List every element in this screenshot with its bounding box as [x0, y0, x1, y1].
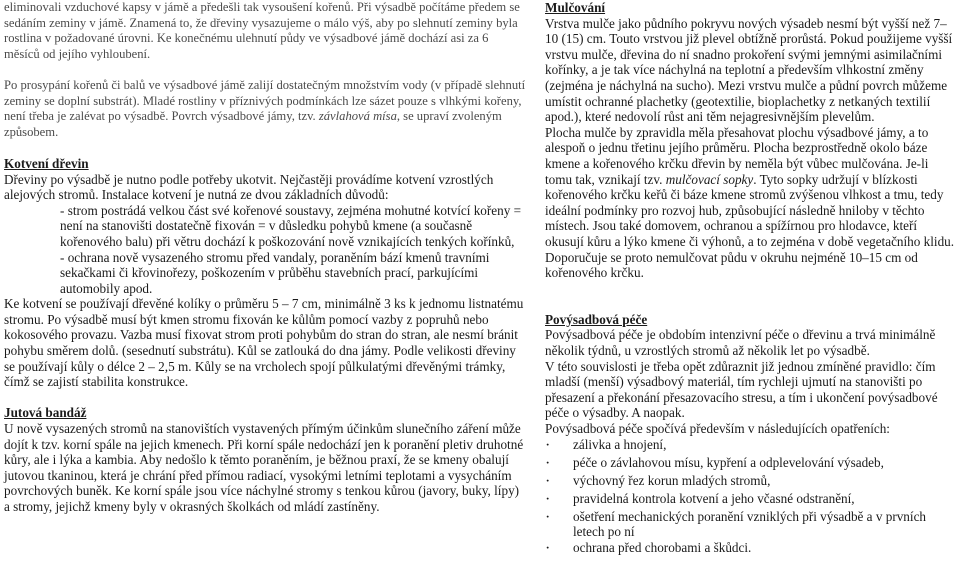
- paragraph-mulcovani-1: Vrstva mulče jako půdního pokryvu nových výsadeb nesmí být vyšší než 7–10 (15) cm. Touto vrstvou již plevel obtížně prorůstá. Pokud použijeme vyšší vrstvu mulče, dřevina do ní snadno prokoření svými jemnými asimilačními kořínky, a je tak více náchylná na teplotní a především vlhkostní změny (zejména je náchylná na sucho). Mezi vrstvu mulče a půdní povrch můžeme umístit ochranné plachetky (geotextilie, bioplachetky z netkaných textilií apod.), které nedovolí růst ani těm nejagresivnějším plevelům.: [545, 15, 953, 125]
- bullet-mark: ·: [545, 436, 551, 454]
- paragraph-mulcovani-2-end: . Tyto sopky udržují v blízkosti kořenového krčku keřů či báze kmene stromů zvýšenou vlhkost a tmu, tedy ideální podmínky pro rozvoj hub, způsobující následně hniloby v těchto místech. Jsou také domovem, ochranou a spížírnou pro hlodavce, kteří okusují kůru a lýko kmene či výhonů, a to zejména v době vegetačního klidu. Doporučuje se proto nemulčovat půdu v okruhu nejméně 10–15 cm od kořenového krčku.: [545, 171, 955, 281]
- bullet-mark: ·: [545, 454, 551, 472]
- care-measures-list: [545, 437, 956, 558]
- list-item: [545, 473, 956, 491]
- list-item-text: pravidelná kontrola kotvení a jeho včasné odstranění,: [573, 490, 855, 506]
- indented-reason-2: - ochrana nově vysazeného stromu před vandaly, poraněním bází kmenů travními sekačkami či křovinořezy, poškozením v průběhu stavebních prací, parkujícími automobily apod.: [60, 249, 490, 296]
- paragraph-pece-1: Povýsadbová péče je obdobím intenzivní péče o dřevinu a trvá minimálně několik týdnů, u vzrostlých stromů až několik let po výsadbě.: [545, 327, 936, 359]
- paragraph-mulcovani-2-text: Plocha mulče by zpravidla měla přesahovat plochu výsadbové jámy, a to alespoň o jednu třetinu jejího průměru. Plocha bezprostředně okolo báze kmene a kořenového krčku dřevin by neměla být vůbec mulčována. Je-li tomu tak, vznikají tzv.: [545, 124, 929, 187]
- term-irrigation-bowl: závlahová mísa: [318, 109, 397, 124]
- term-mulch-volcanoes: mulčovací sopky: [665, 171, 754, 187]
- indented-reason-1: - strom postrádá velkou část své kořenové soustavy, zejména mohutné kotvící kořeny = není na stanovišti dostatečně fixován = v důsledku pohybů kmene (a současně kořenového balu) při větru dochází k poškozování nově vznikajících tenkých kořínků,: [60, 202, 522, 249]
- paragraph-pece-2: V této souvislosti je třeba opět zdůraznit již jednou zmíněné pravidlo: čím mladší (menší) výsadbový materiál, tím rychleji ujmutí na stanovišti po přesazení a překonání přesazovacího stresu, a tím i ukončení povýsadbové péče o výsadby. A naopak.: [545, 358, 938, 421]
- paragraph-jutova-bandaz: U nově vysazených stromů na stanovištích vystavených přímým účinkům slunečního záření může dojít k tzv. korní spále na jejich kmenech. Při korní spále nedochází jen k poranění pletiv druhotné kůry, ale i lýka a kambia. Aby nedošlo k těmto poraněním, je běžnou praxí, že se kmeny obalují jutovou tkaninou, která je chrání před přímou radiací, vysokými letními teplotami a vysycháním povrchových buněk. Ke korní spále jsou více náchylné stromy s tenkou kůrou (javory, buky, lípy) a stromy, jejichž kmeny byly v okrasných školkách od mládí zastíněny.: [4, 421, 524, 514]
- list-item-text: zálivka a hnojení,: [573, 436, 667, 452]
- paragraph-watering: [4, 78, 526, 140]
- paragraph-pece-3: Povýsadbová péče spočívá především v následujících opatřeních:: [545, 421, 890, 437]
- heading-povysadbova-pece: Povýsadbová péče: [545, 311, 648, 327]
- list-item: [545, 437, 956, 455]
- list-item-text: péče o závlahovou mísu, kypření a odplevelování výsadeb,: [573, 454, 884, 470]
- left-column: [4, 0, 526, 515]
- list-item: [545, 455, 956, 473]
- paragraph-mulcovani-2: [545, 125, 956, 281]
- heading-mulcovani: Mulčování: [545, 0, 606, 15]
- bullet-mark: ·: [545, 472, 551, 490]
- paragraph-watering-text: Po prosypání kořenů či balů ve výsadbové jámě zalijí dostatečným množstvím vody (v případě slehnutí zeminy se doplní substrát). Mladé rostliny v příznivých podmínkách lze sázet pouze s vlhkými kořeny, není třeba je zalévat po výsadbě. Povrch výsadbové jámy, tzv.: [4, 77, 526, 124]
- right-column: [545, 0, 956, 558]
- list-item: [545, 509, 956, 540]
- list-item-text: výchovný řez korun mladých stromů,: [573, 472, 771, 488]
- paragraph-kotveni-stakes: Ke kotvení se používají dřevěné kolíky o průměru 5 – 7 cm, minimálně 3 ks k jednomu listnatému stromu. Po výsadbě musí být kmen stromu fixován ke kůlům pomocí vazby z popruhů nebo kokosového provazu. Vazba musí fixovat strom proti pohybům do stran do stran, ale nesmí bránit pohybu směrem dolů. (sesednutí substrátu). Kůl se zatlouká do dna jámy. Podle velikosti dřeviny se používají kůly o délce 2 – 2,5 m. Kůly se na vrcholech spojí půlkulatými dřevěnými trámky, čímž se zajistí stabilita konstrukce.: [4, 296, 524, 390]
- list-item: [545, 491, 956, 509]
- list-item-text: ošetření mechanických poranění vzniklých při výsadbě a v prvních letech po ní: [573, 508, 927, 540]
- paragraph-kotveni-intro: Dřeviny po výsadbě je nutno podle potřeby ukotvit. Nejčastěji provádíme kotvení vzrostlých alejových stromů. Instalace kotvení je nutná ze dvou základních důvodů:: [4, 171, 494, 203]
- heading-jutova-bandaz: Jutová bandáž: [4, 405, 87, 421]
- list-item-text: ochrana před chorobami a škůdci.: [573, 539, 752, 555]
- bullet-mark: ·: [545, 539, 551, 557]
- paragraph-watering-end: , se upraví zvoleným způsobem.: [4, 109, 502, 139]
- heading-kotveni: Kotvení dřevin: [4, 155, 89, 171]
- bullet-mark: ·: [545, 508, 551, 526]
- bullet-mark: ·: [545, 490, 551, 508]
- list-item: [545, 540, 956, 558]
- paragraph-planting-depth: eliminovali vzduchové kapsy v jámě a předešli tak vysoušení kořenů. Při výsadbě počítáme předem se sedáním zeminy v jámě. Znamená to, že dřeviny vysazujeme o málo výš, aby po slehnutí zeminy byla rostlina v požadované úrovni. Ke konečnému ulehnutí půdy ve výsadbové jámě dochází asi za 6 měsíců od jejího vyhloubení.: [4, 0, 520, 61]
